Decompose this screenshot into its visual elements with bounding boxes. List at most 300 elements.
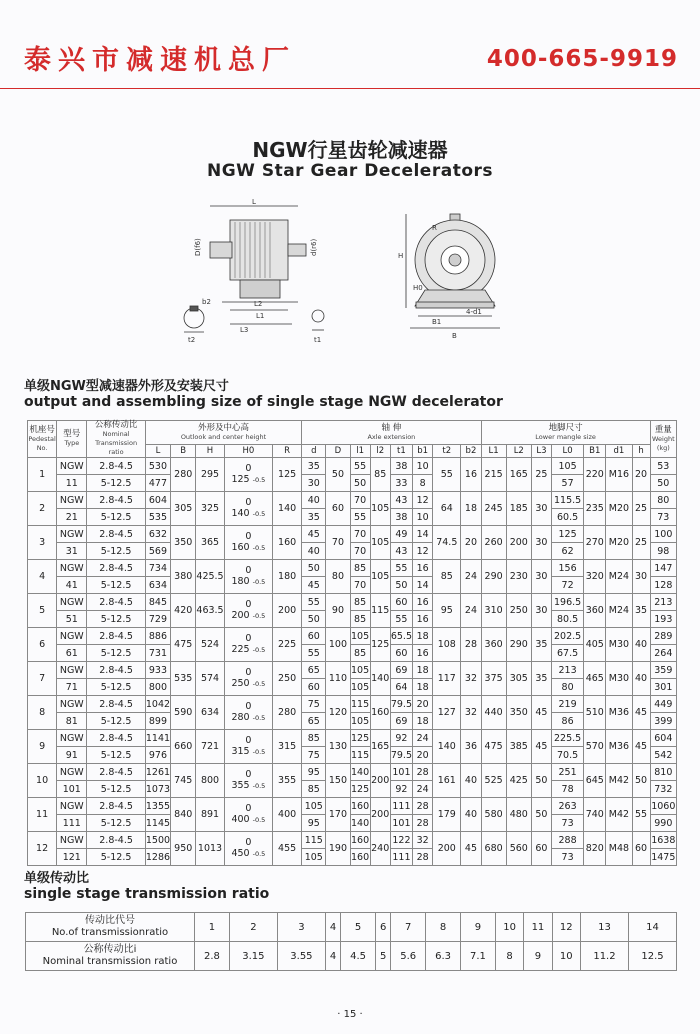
table-cell: 305 (506, 662, 531, 696)
table-cell: 55 (632, 798, 650, 832)
column-header: D (326, 445, 350, 458)
table-cell: 108 (433, 628, 461, 662)
header-axle: 轴 伸 Axle extension (302, 421, 481, 445)
table-cell: 280 (171, 458, 196, 492)
table-cell: 530 (145, 458, 170, 475)
table-cell: 65 (302, 662, 326, 679)
table-cell: 200 (370, 764, 390, 798)
reducer-drawings (180, 198, 520, 348)
table-cell: 24 (413, 781, 433, 798)
table-cell: 465 (584, 662, 606, 696)
table-cell: 73 (551, 849, 583, 866)
table-cell: 2.8-4.5 (87, 696, 145, 713)
table-cell: 5 (28, 594, 57, 628)
table-cell: 115 (350, 696, 370, 713)
table-cell: 1141 (145, 730, 170, 747)
table-cell: 604 (650, 730, 676, 747)
ratio-value-cell: 9 (524, 942, 552, 971)
table-cell: 122 (390, 832, 412, 849)
table-row (28, 696, 677, 713)
table-cell: NGW (57, 662, 87, 679)
table-cell: 53 (650, 458, 676, 475)
column-header: b2 (461, 445, 481, 458)
table-cell: 405 (584, 628, 606, 662)
table-cell: 574 (196, 662, 224, 696)
table-cell: 933 (145, 662, 170, 679)
table-cell: 0 225 -0.5 (224, 628, 272, 662)
table-cell: 5-12.5 (87, 781, 145, 798)
table-cell: 95 (433, 594, 461, 628)
table-cell: 32 (461, 696, 481, 730)
table-cell: NGW (57, 798, 87, 815)
ratio-code-cell: 12 (552, 913, 580, 942)
table-cell: 55 (433, 458, 461, 492)
table-cell: NGW (57, 628, 87, 645)
front-view-drawing (406, 214, 500, 328)
table-cell: 219 (551, 696, 583, 713)
table-cell: 4 (28, 560, 57, 594)
table-cell: 105 (350, 713, 370, 730)
ratio-code-cell: 14 (628, 913, 676, 942)
table-cell: 213 (551, 662, 583, 679)
table-cell: 69 (390, 713, 412, 730)
table-row (28, 628, 677, 645)
table-cell: 105 (350, 679, 370, 696)
table-cell: 25 (632, 526, 650, 560)
table-cell: 85 (350, 560, 370, 577)
table-cell: 350 (506, 696, 531, 730)
table-cell: 400 (273, 798, 302, 832)
table-cell: 110 (326, 662, 350, 696)
table-cell: M24 (606, 560, 632, 594)
table-cell: 125 (551, 526, 583, 543)
table-cell: 14 (413, 577, 433, 594)
table-cell: 2.8-4.5 (87, 662, 145, 679)
table-cell: 12 (413, 492, 433, 509)
table-cell: 28 (413, 849, 433, 866)
table-cell: 60.5 (551, 509, 583, 526)
table-row (28, 798, 677, 815)
table-cell: 425 (506, 764, 531, 798)
table-cell: 111 (390, 798, 412, 815)
table-cell: 64 (390, 679, 412, 696)
table-cell: 179 (433, 798, 461, 832)
table-cell: 290 (506, 628, 531, 662)
column-header: b1 (413, 445, 433, 458)
table-cell: 70 (350, 577, 370, 594)
table-cell: 45 (461, 832, 481, 866)
table-cell: 510 (584, 696, 606, 730)
table-cell: 60 (390, 645, 412, 662)
table-cell: 359 (650, 662, 676, 679)
table-cell: 8 (28, 696, 57, 730)
table-cell: NGW (57, 764, 87, 781)
table-cell: 634 (145, 577, 170, 594)
table-cell: 127 (433, 696, 461, 730)
hotline-phone: 400-665-9919 (486, 46, 678, 72)
table-cell: 45 (531, 730, 551, 764)
table-cell: 30 (531, 560, 551, 594)
table-cell: 295 (196, 458, 224, 492)
table-cell: 399 (650, 713, 676, 730)
table-cell: M42 (606, 798, 632, 832)
table-cell: 200 (433, 832, 461, 866)
table-row (28, 730, 677, 747)
table-cell: 140 (350, 815, 370, 832)
table-row (28, 645, 677, 662)
table-cell: 240 (370, 832, 390, 866)
table-cell: 24 (413, 730, 433, 747)
table-cell: 50 (390, 577, 412, 594)
table-cell: 5-12.5 (87, 849, 145, 866)
table-cell: 355 (273, 764, 302, 798)
ratio-value-cell: 7.1 (461, 942, 496, 971)
table-cell: 156 (551, 560, 583, 577)
table-cell: 950 (171, 832, 196, 866)
table-cell: 5-12.5 (87, 475, 145, 492)
table-cell: 45 (632, 696, 650, 730)
section2-title-en: single stage transmission ratio (24, 886, 270, 902)
header-type: 型号 Type (57, 421, 87, 458)
dim-t1: t1 (314, 336, 322, 344)
table-cell: NGW (57, 696, 87, 713)
table-cell: 0 160 -0.5 (224, 526, 272, 560)
column-header: B1 (584, 445, 606, 458)
table-cell: 35 (531, 628, 551, 662)
table-cell: 74.5 (433, 526, 461, 560)
table-cell: 101 (390, 815, 412, 832)
table-cell: 95 (302, 764, 326, 781)
table-cell: 5-12.5 (87, 645, 145, 662)
table-cell: 3 (28, 526, 57, 560)
table-cell: 105 (370, 560, 390, 594)
section1-title-cn: 单级NGW型减速器外形及安装尺寸 (24, 379, 229, 394)
table-cell: 55 (390, 611, 412, 628)
column-header: d1 (606, 445, 632, 458)
table-cell: 9 (28, 730, 57, 764)
table-cell: 125 (350, 781, 370, 798)
table-cell: 569 (145, 543, 170, 560)
table-cell: 161 (433, 764, 461, 798)
table-cell: 0 450 -0.5 (224, 832, 272, 866)
table-cell: 80 (650, 492, 676, 509)
table-row (28, 747, 677, 764)
table-row (28, 560, 677, 577)
dim-B1: B1 (432, 318, 442, 326)
dim-L1: L1 (256, 312, 265, 320)
table-cell: 115.5 (551, 492, 583, 509)
column-header: h (632, 445, 650, 458)
table-cell: 2.8-4.5 (87, 458, 145, 475)
ratio-code-cell: 8 (426, 913, 461, 942)
table-cell: 820 (584, 832, 606, 866)
table-cell: NGW (57, 492, 87, 509)
table-cell: 31 (57, 543, 87, 560)
table-cell: 745 (171, 764, 196, 798)
table-row (28, 594, 677, 611)
column-header: l1 (350, 445, 370, 458)
table-cell: 60 (302, 679, 326, 696)
ratio-value-cell: 4 (325, 942, 340, 971)
section2-title-cn: 单级传动比 (24, 871, 90, 886)
table-cell: 121 (57, 849, 87, 866)
table-cell: 30 (531, 526, 551, 560)
dim-L3: L3 (240, 326, 249, 334)
header-outlook: 外形及中心高 Outlook and center height (145, 421, 301, 445)
table-cell: 160 (350, 849, 370, 866)
column-header: t1 (390, 445, 412, 458)
table-row (28, 713, 677, 730)
table-cell: 11 (57, 475, 87, 492)
ratio-value-cell: 4.5 (341, 942, 376, 971)
ratio-code-cell: 1 (195, 913, 230, 942)
table-cell: 0 200 -0.5 (224, 594, 272, 628)
table-cell: 288 (551, 832, 583, 849)
dim-L2: L2 (254, 300, 263, 308)
table-cell: 43 (390, 492, 412, 509)
table-cell: 78 (551, 781, 583, 798)
column-header: H0 (224, 445, 272, 458)
table-cell: 734 (145, 560, 170, 577)
table-cell: 1500 (145, 832, 170, 849)
table-cell: 160 (350, 832, 370, 849)
table-cell: 20 (461, 526, 481, 560)
table-cell: 463.5 (196, 594, 224, 628)
table-cell: 2.8-4.5 (87, 764, 145, 781)
table-cell: 18 (413, 628, 433, 645)
table-cell: 660 (171, 730, 196, 764)
table-cell: 75 (302, 696, 326, 713)
table-cell: 280 (273, 696, 302, 730)
table-cell: 140 (273, 492, 302, 526)
column-header: l2 (370, 445, 390, 458)
table-cell: 30 (531, 594, 551, 628)
table-cell: 845 (145, 594, 170, 611)
table-cell: 24 (461, 560, 481, 594)
ratio-value-cell: 3.15 (229, 942, 277, 971)
table-cell: M36 (606, 696, 632, 730)
table-cell: 440 (481, 696, 506, 730)
table-cell: 2.8-4.5 (87, 594, 145, 611)
table-cell: 200 (370, 798, 390, 832)
table-cell: 18 (413, 662, 433, 679)
table-cell: 100 (326, 628, 350, 662)
table-cell: 125 (370, 628, 390, 662)
table-cell: 125 (350, 730, 370, 747)
table-cell: 360 (584, 594, 606, 628)
table-cell: 140 (350, 764, 370, 781)
title-english: NGW Star Gear Decelerators (206, 161, 494, 181)
table-cell: 30 (632, 560, 650, 594)
table-cell: 475 (171, 628, 196, 662)
table-cell: 5-12.5 (87, 713, 145, 730)
table-cell: 2.8-4.5 (87, 628, 145, 645)
table-cell: 0 250 -0.5 (224, 662, 272, 696)
table-cell: 36 (461, 730, 481, 764)
table-cell: 1013 (196, 832, 224, 866)
table-cell: 301 (650, 679, 676, 696)
table-cell: 5-12.5 (87, 577, 145, 594)
section1-title-en: output and assembling size of single stage NGW decelerator (24, 394, 503, 410)
table-cell: 10 (413, 509, 433, 526)
table-cell: 40 (632, 628, 650, 662)
column-header: R (273, 445, 302, 458)
table-cell: 305 (171, 492, 196, 526)
table-cell: 70 (350, 526, 370, 543)
table-cell: 70 (350, 492, 370, 509)
table-cell: 92 (390, 781, 412, 798)
table-cell: 35 (302, 509, 326, 526)
table-cell: 1042 (145, 696, 170, 713)
table-cell: 729 (145, 611, 170, 628)
table-cell: 85 (302, 781, 326, 798)
table-cell: M42 (606, 764, 632, 798)
ratio-code-cell: 3 (277, 913, 325, 942)
table-row (28, 492, 677, 509)
dim-b2: b2 (202, 298, 211, 306)
ratio-value-row (26, 942, 677, 971)
table-cell: 180 (273, 560, 302, 594)
table-cell: 220 (584, 458, 606, 492)
table-cell: 360 (481, 628, 506, 662)
table-cell: 117 (433, 662, 461, 696)
table-cell: 11 (28, 798, 57, 832)
table-cell: NGW (57, 560, 87, 577)
table-cell: 477 (145, 475, 170, 492)
table-cell: 21 (57, 509, 87, 526)
table-cell: 105 (302, 798, 326, 815)
table-row (28, 832, 677, 849)
table-cell: 990 (650, 815, 676, 832)
table-cell: 45 (302, 577, 326, 594)
table-cell: 263 (551, 798, 583, 815)
table-cell: 235 (584, 492, 606, 526)
ratio-value-cell: 6.3 (426, 942, 461, 971)
table-cell: 800 (196, 764, 224, 798)
table-cell: 24 (461, 594, 481, 628)
table-cell: 32 (413, 832, 433, 849)
table-cell: 85 (350, 594, 370, 611)
ratio-value-cell: 2.8 (195, 942, 230, 971)
table-cell: M36 (606, 730, 632, 764)
table-cell: 150 (326, 764, 350, 798)
table-cell: 449 (650, 696, 676, 713)
table-row (28, 815, 677, 832)
table-cell: 18 (461, 492, 481, 526)
table-cell: 60 (390, 594, 412, 611)
ratio-code-cell: 2 (229, 913, 277, 942)
table-cell: 45 (302, 526, 326, 543)
table-cell: 125 (273, 458, 302, 492)
table-cell: 95 (302, 815, 326, 832)
table-cell: 61 (57, 645, 87, 662)
table-cell: 50 (531, 798, 551, 832)
ratio-code-cell: 11 (524, 913, 552, 942)
table-cell: 1145 (145, 815, 170, 832)
table-cell: 57 (551, 475, 583, 492)
table-cell: 73 (650, 509, 676, 526)
table-cell: 170 (326, 798, 350, 832)
table-cell: 6 (28, 628, 57, 662)
table-cell: 160 (370, 696, 390, 730)
table-cell: 420 (171, 594, 196, 628)
table-cell: 65 (302, 713, 326, 730)
table-cell: 75 (302, 747, 326, 764)
table-cell: M48 (606, 832, 632, 866)
table-cell: 50 (632, 764, 650, 798)
table-cell: 200 (506, 526, 531, 560)
table-cell: 105 (350, 628, 370, 645)
table-cell: 0 180 -0.5 (224, 560, 272, 594)
ratio-code-cell: 13 (580, 913, 628, 942)
table-cell: 315 (273, 730, 302, 764)
table-cell: 740 (584, 798, 606, 832)
table-cell: 35 (531, 662, 551, 696)
ratio-value-cell: 5 (376, 942, 391, 971)
table-cell: 85 (433, 560, 461, 594)
table-cell: 49 (390, 526, 412, 543)
table-cell: 1355 (145, 798, 170, 815)
header-foot: 地脚尺寸 Lower mangle size (481, 421, 650, 445)
table-cell: NGW (57, 832, 87, 849)
ratio-value-cell: 12.5 (628, 942, 676, 971)
column-header: d (302, 445, 326, 458)
table-cell: M16 (606, 458, 632, 492)
table-cell: 60 (302, 628, 326, 645)
table-cell: 33 (390, 475, 412, 492)
table-cell: 455 (273, 832, 302, 866)
dim-H0: H0 (413, 284, 423, 292)
table-cell: 721 (196, 730, 224, 764)
table-cell: 250 (273, 662, 302, 696)
table-row (28, 577, 677, 594)
table-cell: 41 (57, 577, 87, 594)
table-cell: 25 (531, 458, 551, 492)
dimension-table (27, 420, 677, 866)
table-cell: 7 (28, 662, 57, 696)
table-cell: 16 (461, 458, 481, 492)
table-cell: 60 (326, 492, 350, 526)
table-cell: 193 (650, 611, 676, 628)
ratio-table (25, 912, 677, 971)
table-cell: 196.5 (551, 594, 583, 611)
table-cell: 85 (350, 645, 370, 662)
table-cell: 800 (145, 679, 170, 696)
table-cell: 632 (145, 526, 170, 543)
column-header: H (196, 445, 224, 458)
table-cell: 2.8-4.5 (87, 832, 145, 849)
table-cell: 475 (481, 730, 506, 764)
table-cell: 90 (326, 594, 350, 628)
table-cell: 50 (302, 611, 326, 628)
dim-t2: t2 (188, 336, 196, 344)
table-cell: 10 (28, 764, 57, 798)
table-cell: 2.8-4.5 (87, 526, 145, 543)
table-cell: 12 (28, 832, 57, 866)
table-cell: 230 (506, 560, 531, 594)
ratio-code-cell: 7 (391, 913, 426, 942)
dim-d: d(r6) (310, 238, 318, 256)
table-cell: 251 (551, 764, 583, 781)
table-cell: 2.8-4.5 (87, 560, 145, 577)
table-cell: 111 (57, 815, 87, 832)
table-cell: NGW (57, 526, 87, 543)
table-cell: 60 (632, 832, 650, 866)
table-cell: 130 (326, 730, 350, 764)
table-cell: 5-12.5 (87, 815, 145, 832)
dim-D: D(f6) (194, 238, 202, 256)
table-cell: 18 (413, 679, 433, 696)
